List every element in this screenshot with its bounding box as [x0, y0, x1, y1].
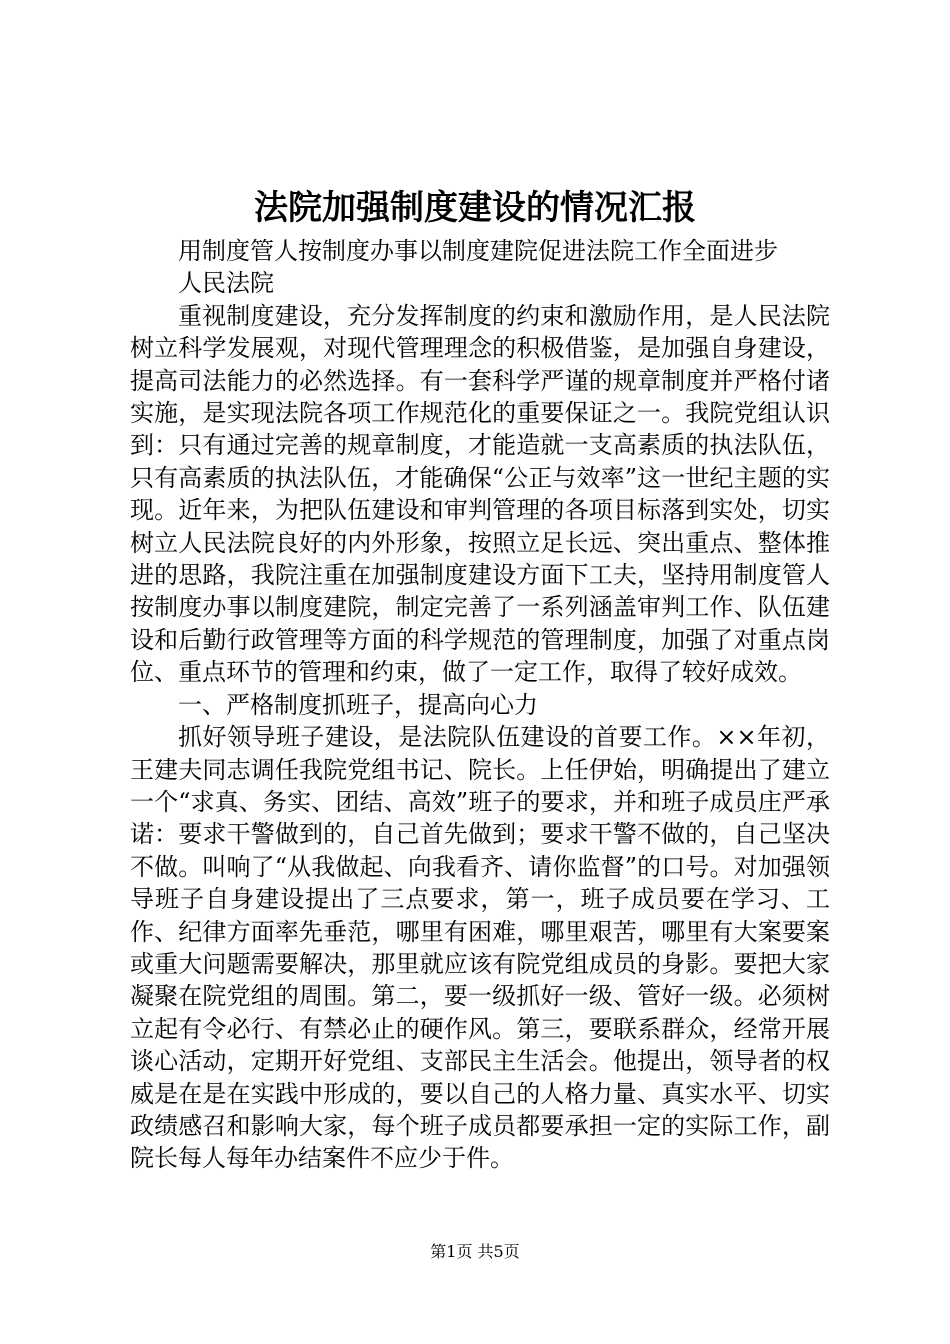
paragraph-leadership: 抓好领导班子建设，是法院队伍建设的首要工作。××年初，王建夫同志调任我院党组书记、院长。上任伊始，明确提出了建立一个“求真、务实、团结、高效”班子的要求，并和班子成员庄严承诺：要求干警做到的，自己首先做到；要求干警不做的，自己坚决不做。叫响了“从我做起、向我看齐、请你监督”的口号。对加强领导班子自身建设提出了三点要求，第一，班子成员要在学习、工作、纪律方面率先垂范，哪里有困难，哪里艰苦，哪里有大案要案或重大问题需要解决，那里就应该有院党组成员的身影。要把大家凝聚在院党组的周围。第二，要一级抓好一级、管好一级。必须树立起有令必行、有禁必止的硬作风。第三，要联系群众，经常开展谈心活动，定期开好党组、支部民主生活会。他提出，领导者的权威是在是在实践中形成的，要以自己的人格力量、真实水平、切实政绩感召和影响大家，每个班子成员都要承担一定的实际工作，副院长每人每年办结案件不应少于件。 — [130, 723, 830, 1173]
author-line: 人民法院 — [178, 269, 274, 298]
document-title: 法院加强制度建设的情况汇报 — [254, 188, 696, 228]
section-heading: 一、严格制度抓班子，提高向心力 — [178, 690, 538, 719]
page-footer: 第1页 共5页 — [430, 1242, 520, 1261]
subtitle-line: 用制度管人按制度办事以制度建院促进法院工作全面进步 — [178, 237, 778, 265]
document-body — [130, 235, 830, 1175]
paragraph-intro: 重视制度建设，充分发挥制度的约束和激励作用，是人民法院树立科学发展观，对现代管理理念的积极借鉴，是加强自身建设，提高司法能力的必然选择。有一套科学严谨的规章制度并严格付诸实施，是实现法院各项工作规范化的重要保证之一。我院党组认识到：只有通过完善的规章制度，才能造就一支高素质的执法队伍，只有高素质的执法队伍，才能确保“公正与效率”这一世纪主题的实现。近年来，为把队伍建设和审判管理的各项目标落到实处，切实树立人民法院良好的内外形象，按照立足长远、突出重点、整体推进的思路，我院注重在加强制度建设方面下工夫，坚持用制度管人按制度办事以制度建院，制定完善了一系列涵盖审判工作、队伍建设和后勤行政管理等方面的科学规范的管理制度，加强了对重点岗位、重点环节的管理和约束，做了一定工作，取得了较好成效。 — [130, 301, 830, 687]
